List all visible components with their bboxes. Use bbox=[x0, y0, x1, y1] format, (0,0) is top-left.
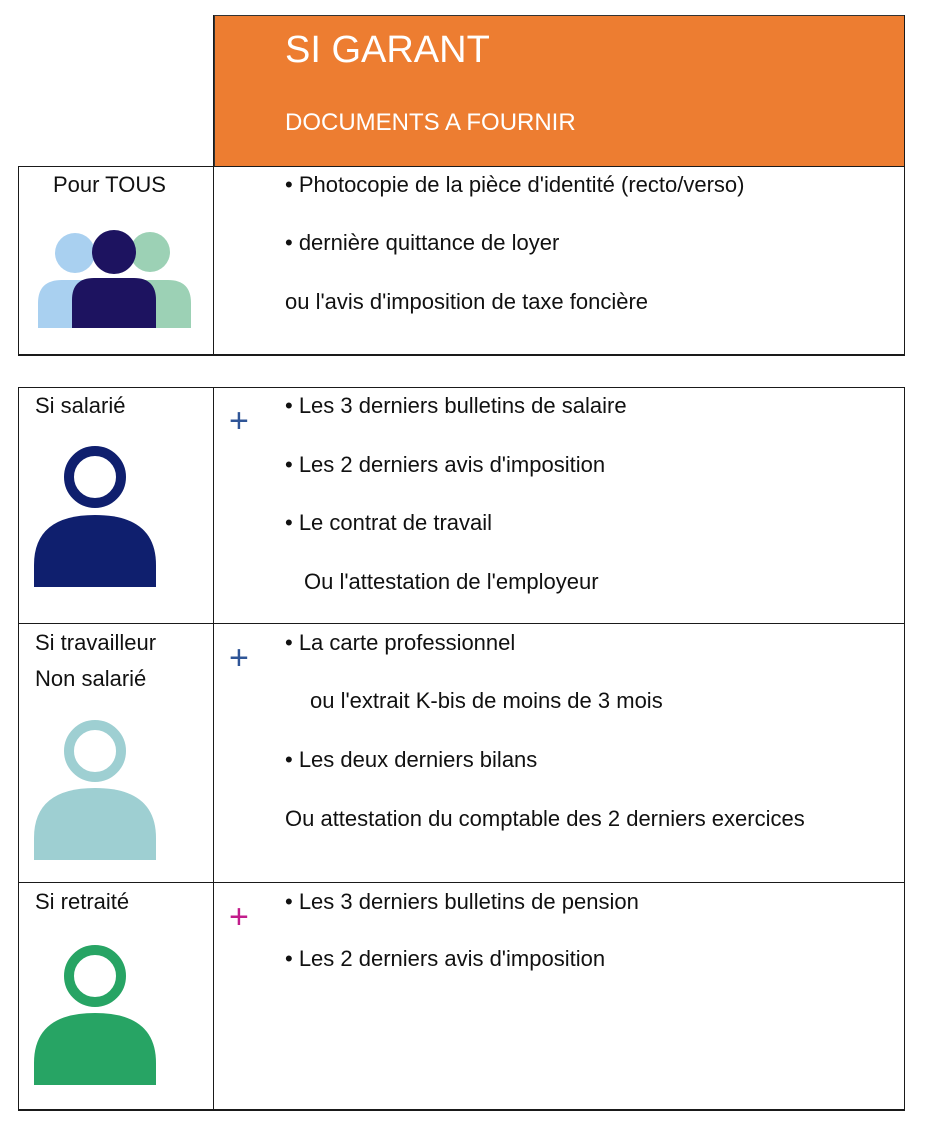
tous-item-1: • Photocopie de la pièce d'identité (recto/verso) bbox=[285, 172, 745, 197]
row-label-travailleur-1: Si travailleur bbox=[35, 630, 157, 655]
plus-icon-retraite: + bbox=[229, 898, 249, 936]
travailleur-item-3: • Les deux derniers bilans bbox=[285, 747, 538, 772]
travailleur-item-4: Ou attestation du comptable des 2 derniers exercices bbox=[285, 806, 805, 831]
travailleur-item-1: • La carte professionnel bbox=[285, 630, 516, 655]
row-label-travailleur-2: Non salarié bbox=[35, 666, 147, 691]
plus-icon-travailleur: + bbox=[229, 639, 249, 677]
salarie-item-3: • Le contrat de travail bbox=[285, 510, 493, 535]
page-title: SI GARANT bbox=[285, 29, 490, 71]
travailleur-item-2: ou l'extrait K-bis de moins de 3 mois bbox=[310, 688, 663, 713]
plus-icon-salarie: + bbox=[229, 402, 249, 440]
group-icon bbox=[38, 230, 192, 328]
row-label-salarie: Si salarié bbox=[35, 393, 126, 418]
row-label-tous: Pour TOUS bbox=[53, 172, 166, 197]
row-label-retraite: Si retraité bbox=[35, 889, 130, 914]
tous-item-3: ou l'avis d'imposition de taxe foncière bbox=[285, 289, 649, 314]
retraite-item-1: • Les 3 derniers bulletins de pension bbox=[285, 889, 639, 914]
retraite-item-2: • Les 2 derniers avis d'imposition bbox=[285, 946, 606, 971]
person-icon bbox=[34, 718, 156, 860]
person-icon bbox=[34, 943, 156, 1085]
person-icon bbox=[34, 445, 156, 587]
tous-item-2: • dernière quittance de loyer bbox=[285, 230, 560, 255]
salarie-item-1: • Les 3 derniers bulletins de salaire bbox=[285, 393, 627, 418]
header-banner bbox=[214, 15, 905, 167]
salarie-item-4: Ou l'attestation de l'employeur bbox=[304, 569, 599, 594]
salarie-item-2: • Les 2 derniers avis d'imposition bbox=[285, 452, 606, 477]
page-subtitle: DOCUMENTS A FOURNIR bbox=[285, 109, 576, 136]
